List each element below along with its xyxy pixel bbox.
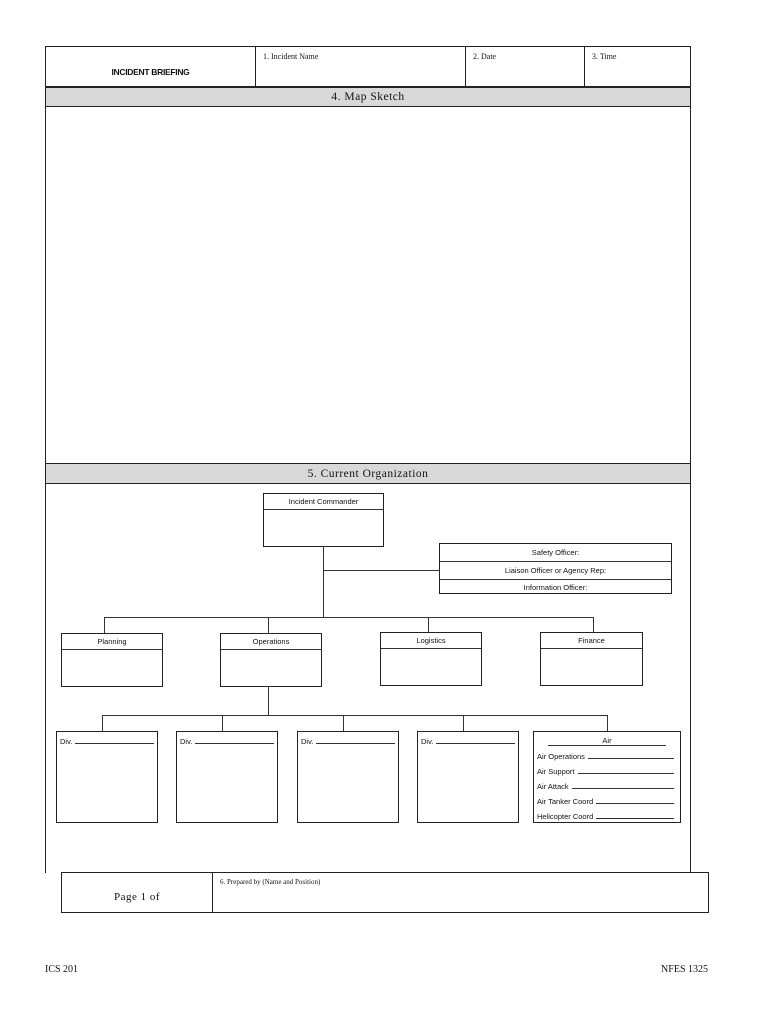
air-tanker-coord-label: Air Tanker Coord [537, 797, 594, 806]
planning-section-box[interactable] [61, 633, 163, 687]
connector [102, 715, 103, 731]
division-box[interactable] [297, 731, 399, 823]
operations-label: Operations [221, 634, 321, 650]
connector [428, 617, 429, 633]
connector [104, 617, 593, 618]
time-label: 3. Time [592, 52, 617, 61]
map-sketch-area[interactable] [45, 106, 691, 464]
connector [102, 715, 607, 716]
helicopter-coord-row[interactable] [534, 806, 680, 821]
air-support-row[interactable] [534, 761, 680, 776]
logistics-label: Logistics [381, 633, 481, 649]
division-box[interactable] [417, 731, 519, 823]
date-label: 2. Date [473, 52, 497, 61]
map-sketch-header [45, 87, 691, 107]
air-branch-box[interactable] [533, 731, 681, 823]
planning-label: Planning [62, 634, 162, 650]
map-sketch-label: 4. Map Sketch [331, 91, 405, 103]
connector [607, 715, 608, 731]
incident-name-field[interactable] [255, 46, 466, 87]
connector [222, 715, 223, 731]
current-organization-label: 5. Current Organization [307, 467, 429, 480]
command-staff-box[interactable] [439, 543, 672, 594]
form-title: INCIDENT BRIEFING [111, 67, 190, 77]
air-title: Air [548, 736, 665, 746]
air-operations-label: Air Operations [537, 752, 585, 761]
connector [323, 570, 439, 571]
finance-section-box[interactable] [540, 632, 643, 686]
nfes-number: NFES 1325 [661, 964, 708, 975]
air-attack-row[interactable] [534, 776, 680, 791]
division-label: Div. [301, 737, 314, 746]
division-input-line[interactable] [436, 743, 515, 744]
page-number-label: Page 1 of [113, 891, 161, 903]
connector [593, 617, 594, 633]
time-field[interactable] [584, 46, 691, 87]
division-box[interactable] [176, 731, 278, 823]
prepared-by-label: 6. Prepared by (Name and Position) [220, 878, 321, 886]
page-number-cell [61, 872, 213, 913]
division-input-line[interactable] [316, 743, 395, 744]
connector [343, 715, 344, 731]
header-title-cell [45, 46, 256, 87]
current-organization-header [45, 463, 691, 484]
connector [104, 617, 105, 633]
liaison-officer-label: Liaison Officer or Agency Rep: [440, 562, 671, 580]
prepared-by-field[interactable] [212, 872, 709, 913]
division-input-line[interactable] [195, 743, 274, 744]
connector [268, 686, 269, 715]
incident-commander-label: Incident Commander [264, 494, 383, 510]
division-input-line[interactable] [75, 743, 154, 744]
finance-label: Finance [541, 633, 642, 649]
operations-section-box[interactable] [220, 633, 322, 687]
helicopter-coord-label: Helicopter Coord [537, 812, 594, 821]
information-officer-label: Information Officer: [523, 583, 588, 592]
incident-commander-box[interactable] [263, 493, 384, 547]
division-box[interactable] [56, 731, 158, 823]
air-attack-label: Air Attack [537, 782, 569, 791]
incident-name-label: 1. Incident Name [263, 52, 319, 61]
form-number: ICS 201 [45, 964, 79, 975]
connector [323, 546, 324, 617]
logistics-section-box[interactable] [380, 632, 482, 686]
connector [463, 715, 464, 731]
date-field[interactable] [465, 46, 585, 87]
air-operations-row[interactable] [534, 746, 680, 761]
division-label: Div. [60, 737, 73, 746]
safety-officer-label: Safety Officer: [440, 544, 671, 562]
division-label: Div. [421, 737, 434, 746]
division-label: Div. [180, 737, 193, 746]
air-support-label: Air Support [537, 767, 575, 776]
air-tanker-coord-row[interactable] [534, 791, 680, 806]
connector [268, 617, 269, 633]
